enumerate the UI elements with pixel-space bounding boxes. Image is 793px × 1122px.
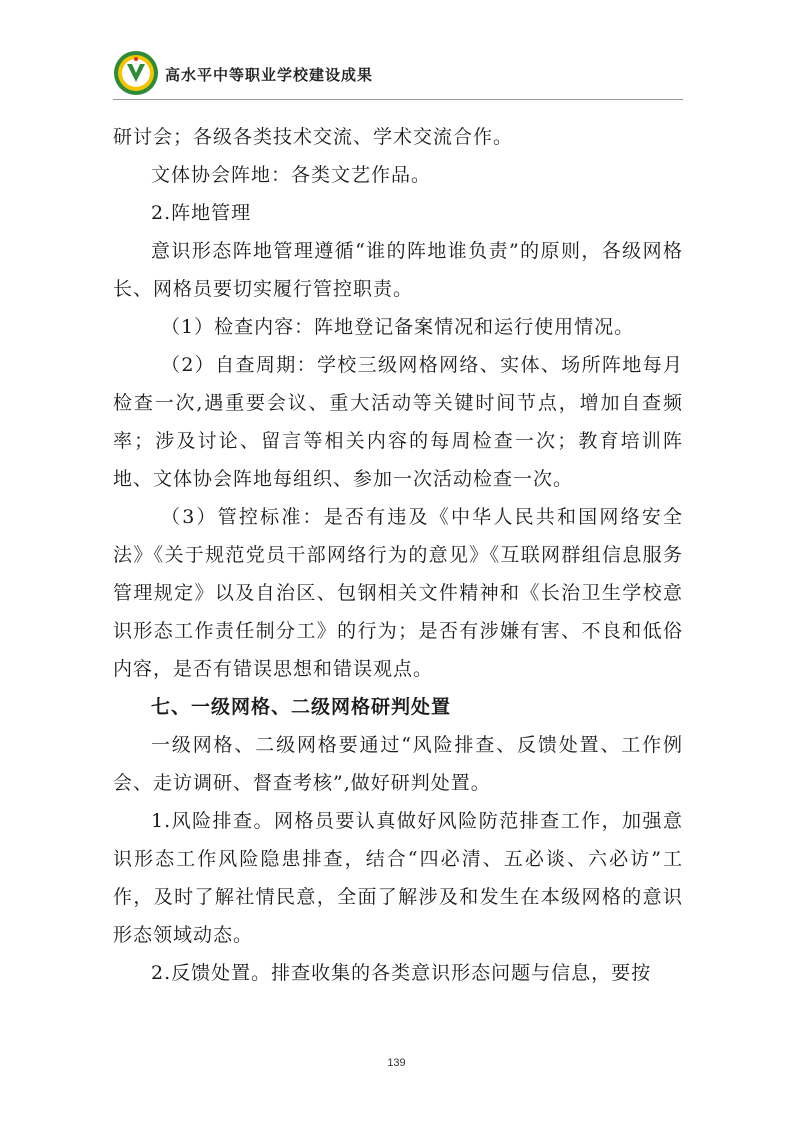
paragraph-self-check-cycle: （2）自查周期：学校三级网格网络、实体、场所阵地每月检查一次,遇重要会议、重大活动等关键时间节点，增加自查频率；涉及讨论、留言等相关内容的每周检查一次；教育培训阵地、文体协会阵地每组织、参加一次活动检查一次。 bbox=[113, 354, 683, 490]
header-title: 高水平中等职业学校建设成果 bbox=[165, 66, 374, 84]
school-emblem-icon bbox=[113, 50, 159, 96]
header-divider bbox=[113, 99, 683, 100]
document-body bbox=[113, 118, 683, 992]
subheading-position-management: 2.阵地管理 bbox=[151, 202, 252, 224]
paragraph-culture-position: 文体协会阵地：各类文艺作品。 bbox=[151, 164, 432, 186]
paragraph-control-standard: （3）管控标准：是否有违及《中华人民共和国网络安全法》《关于规范党员干部网络行为的意见》《互联网群组信息服务管理规定》以及自治区、包钢相关文件精神和《长治卫生学校意识形态工作责任制分工》的行为；是否有涉嫌有害、不良和低俗内容，是否有错误思想和错误观点。 bbox=[113, 506, 683, 680]
paragraph-risk-check: 1.风险排查。网格员要认真做好风险防范排查工作，加强意识形态工作风险隐患排查，结合“四必清、五必谈、六必访”工作，及时了解社情民意，全面了解涉及和发生在本级网格的意识形态领域动态。 bbox=[113, 810, 683, 946]
page-header bbox=[113, 50, 683, 100]
paragraph-grid-judgement: 一级网格、二级网格要通过“风险排查、反馈处置、工作例会、走访调研、督查考核”,做好研判处置。 bbox=[113, 734, 683, 794]
paragraph-management-principle: 意识形态阵地管理遵循“谁的阵地谁负责”的原则，各级网格长、网格员要切实履行管控职责。 bbox=[113, 240, 683, 300]
paragraph-continued: 研讨会；各级各类技术交流、学术交流合作。 bbox=[113, 126, 514, 148]
page-number: 139 bbox=[387, 1057, 406, 1069]
paragraph-inspection-content: （1）检查内容：阵地登记备案情况和运行使用情况。 bbox=[161, 316, 635, 338]
paragraph-feedback: 2.反馈处置。排查收集的各类意识形态问题与信息，要按 bbox=[151, 962, 652, 984]
section-heading-7: 七、一级网格、二级网格研判处置 bbox=[151, 696, 452, 718]
